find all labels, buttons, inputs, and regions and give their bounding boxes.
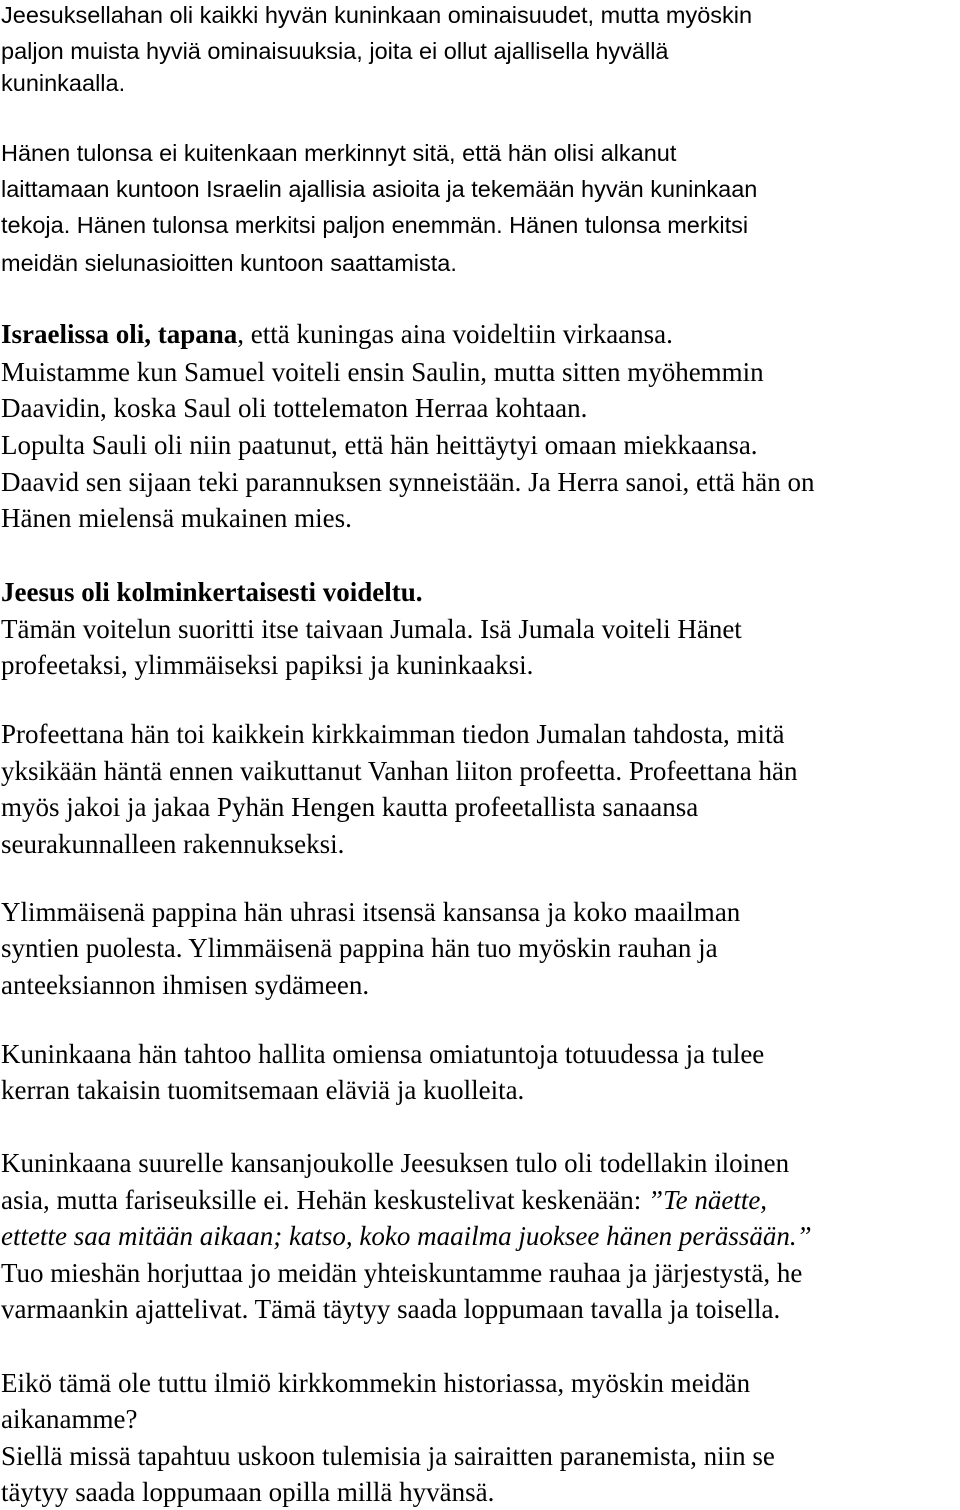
- text-line: [1, 930, 718, 966]
- text-line: [1, 611, 742, 647]
- text-line: [1, 574, 423, 610]
- text-run: täytyy saada loppumaan opilla millä hyvänsä.: [1, 1477, 495, 1507]
- text-run: kerran takaisin tuomitsemaan eläviä ja kuolleita.: [1, 1075, 525, 1105]
- text-run: kuninkaalla.: [1, 70, 126, 96]
- text-run: Daavidin, koska Saul oli tottelematon Herraa kohtaan.: [1, 393, 588, 423]
- text-run: Eikö tämä ole tuttu ilmiö kirkkommekin historiassa, myöskin meidän: [1, 1368, 751, 1398]
- text-line: [1, 894, 740, 930]
- text-run: Kuninkaana suurelle kansanjoukolle Jeesuksen tulo oli todellakin iloinen: [1, 1148, 790, 1178]
- text-line: [1, 354, 764, 390]
- text-run: varmaankin ajattelivat. Tämä täytyy saada loppumaan tavalla ja toisella.: [1, 1294, 781, 1324]
- text-run: paljon muista hyviä ominaisuuksia, joita ei ollut ajallisella hyvällä: [1, 38, 669, 64]
- text-line: [1, 1218, 812, 1254]
- text-run: tekoja. Hänen tulonsa merkitsi paljon enemmän. Hänen tulonsa merkitsi: [1, 212, 749, 238]
- text-run: , että kuningas aina voideltiin virkaansa.: [237, 319, 673, 349]
- text-run: aikanamme?: [1, 1404, 138, 1434]
- text-line: [1, 0, 752, 33]
- text-line: [1, 1072, 524, 1108]
- text-line: [1, 464, 814, 500]
- text-line: [1, 716, 785, 752]
- text-line: [1, 1401, 137, 1437]
- text-line: [1, 427, 758, 463]
- text-line: [1, 967, 369, 1003]
- text-line: [1, 1036, 764, 1072]
- bold-run: Jeesus oli kolminkertaisesti voideltu.: [1, 577, 423, 607]
- text-run: Daavid sen sijaan teki parannuksen synneistään. Ja Herra sanoi, että hän on: [1, 467, 815, 497]
- text-line: [1, 1145, 789, 1181]
- text-line: [1, 1474, 494, 1510]
- text-run: Jeesuksellahan oli kaikki hyvän kuninkaan ominaisuudet, mutta myöskin: [1, 2, 753, 28]
- text-run: Profeettana hän toi kaikkein kirkkaimman tiedon Jumalan tahdosta, mitä: [1, 719, 785, 749]
- text-line: [1, 33, 668, 69]
- text-run: Tuo mieshän horjuttaa jo meidän yhteiskuntamme rauhaa ja järjestystä, he: [1, 1258, 803, 1288]
- text-run: Muistamme kun Samuel voiteli ensin Saulin, mutta sitten myöhemmin: [1, 357, 764, 387]
- text-run: syntien puolesta. Ylimmäisenä pappina hän tuo myöskin rauhan ja: [1, 933, 718, 963]
- italic-run: ettette saa mitään aikaan; katso, koko maailma juoksee hänen perässään.”: [1, 1221, 812, 1251]
- text-line: [1, 500, 352, 536]
- text-line: [1, 1438, 775, 1474]
- text-run: meidän sielunasioitten kuntoon saattamista.: [1, 250, 457, 276]
- text-run: myös jakoi ja jakaa Pyhän Hengen kautta profeetallista sanaansa: [1, 792, 699, 822]
- text-line: [1, 1291, 780, 1327]
- text-line: [1, 647, 533, 683]
- text-line: [1, 826, 344, 862]
- text-run: yksikään häntä ennen vaikuttanut Vanhan liiton profeetta. Profeettana hän: [1, 756, 798, 786]
- text-run: Hänen tulonsa ei kuitenkaan merkinnyt sitä, että hän olisi alkanut: [1, 140, 677, 166]
- text-line: [1, 1255, 802, 1291]
- text-run: Lopulta Sauli oli niin paatunut, että hän heittäytyi omaan miekkaansa.: [1, 430, 758, 460]
- text-run: Ylimmäisenä pappina hän uhrasi itsensä kansansa ja koko maailman: [1, 897, 741, 927]
- text-line: [1, 1182, 767, 1218]
- text-run: Tämän voitelun suoritti itse taivaan Jumala. Isä Jumala voiteli Hänet: [1, 614, 742, 644]
- text-run: Hänen mielensä mukainen mies.: [1, 503, 352, 533]
- text-line: [1, 753, 798, 789]
- text-line: [1, 316, 673, 352]
- text-run: profeetaksi, ylimmäiseksi papiksi ja kuninkaaksi.: [1, 650, 534, 680]
- text-run: seurakunnalleen rakennukseksi.: [1, 829, 345, 859]
- bold-run: Israelissa oli, tapana: [1, 319, 238, 349]
- text-line: [1, 207, 748, 243]
- text-run: Siellä missä tapahtuu uskoon tulemisia ja sairaitten paranemista, niin se: [1, 1441, 775, 1471]
- text-line: [1, 789, 698, 825]
- text-line: [1, 245, 457, 281]
- text-line: [1, 171, 757, 207]
- text-run: Kuninkaana hän tahtoo hallita omiensa omiatuntoja totuudessa ja tulee: [1, 1039, 765, 1069]
- text-run: anteeksiannon ihmisen sydämeen.: [1, 970, 370, 1000]
- text-line: [1, 65, 125, 101]
- italic-run: ”Te näette,: [648, 1185, 768, 1215]
- text-line: [1, 390, 587, 426]
- text-run: asia, mutta fariseuksille ei. Hehän keskustelivat keskenään:: [1, 1185, 649, 1215]
- text-run: laittamaan kuntoon Israelin ajallisia asioita ja tekemään hyvän kuninkaan: [1, 176, 758, 202]
- text-line: [1, 135, 676, 171]
- text-line: [1, 1365, 750, 1401]
